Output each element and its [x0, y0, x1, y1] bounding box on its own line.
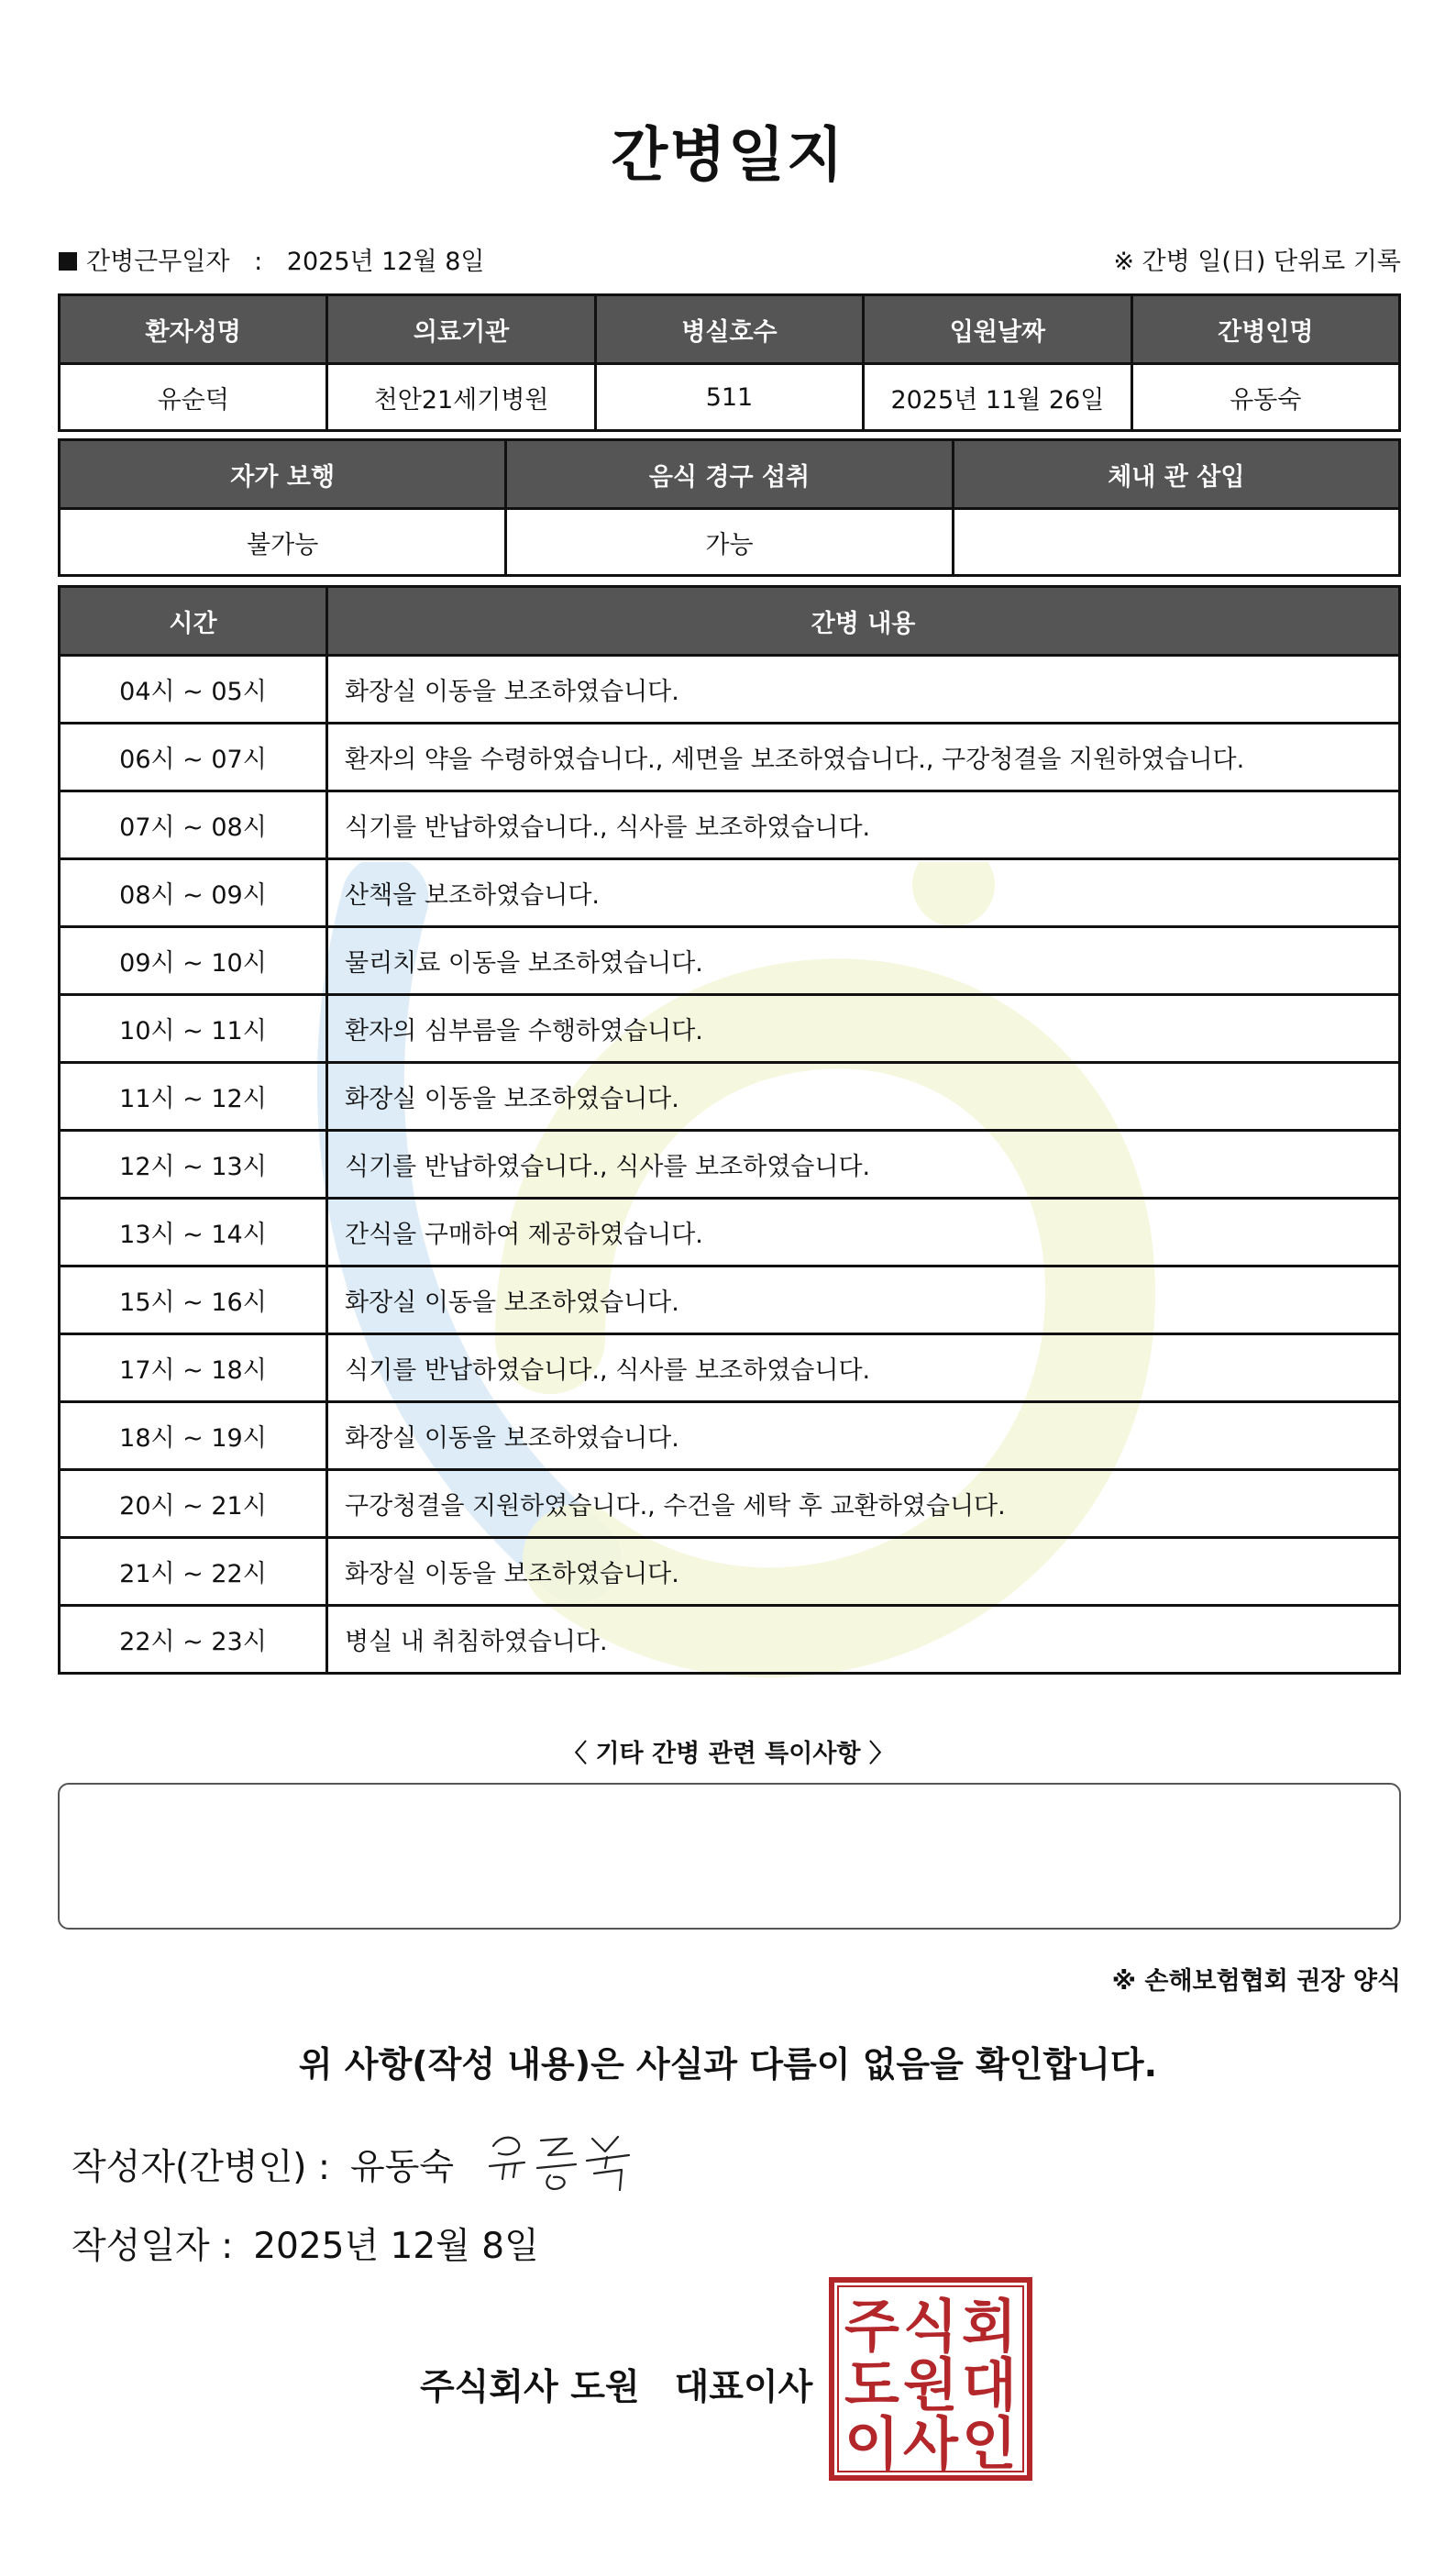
log-content: 간식을 구매하여 제공하였습니다. [327, 1199, 1400, 1266]
table-row [60, 1334, 1400, 1402]
patient-name: 유순덕 [60, 364, 327, 431]
header-oral-intake: 음식 경구 섭취 [506, 440, 953, 509]
svg-text:이: 이 [844, 2410, 899, 2477]
log-time: 07시 ~ 08시 [60, 791, 327, 859]
log-time: 09시 ~ 10시 [60, 927, 327, 995]
self-walking-value: 불가능 [60, 509, 506, 576]
log-time: 10시 ~ 11시 [60, 995, 327, 1063]
company-line [420, 2359, 812, 2410]
hospital: 천안21세기병원 [327, 364, 595, 431]
care-log-table [58, 585, 1401, 1675]
log-time: 12시 ~ 13시 [60, 1131, 327, 1199]
log-content: 식기를 반납하였습니다., 식사를 보조하였습니다. [327, 1334, 1400, 1402]
log-content: 병실 내 취침하였습니다. [327, 1606, 1400, 1674]
svg-text:회: 회 [962, 2293, 1017, 2360]
square-bullet-icon [59, 252, 77, 271]
table-row [60, 995, 1400, 1063]
log-time: 15시 ~ 16시 [60, 1266, 327, 1334]
log-content: 물리치료 이동을 보조하였습니다. [327, 927, 1400, 995]
log-time: 22시 ~ 23시 [60, 1606, 327, 1674]
admission-date: 2025년 11월 26일 [864, 364, 1131, 431]
table-row [60, 791, 1400, 859]
form-source-note: ※ 손해보험협회 권장 양식 [1111, 1967, 1401, 1996]
table-row [60, 724, 1400, 791]
company-name: 주식회사 도원 [420, 2367, 640, 2408]
log-time: 17시 ~ 18시 [60, 1334, 327, 1402]
writer-label: 작성자(간병인) : [72, 2147, 331, 2188]
log-content: 산책을 보조하였습니다. [327, 859, 1400, 927]
writer-name: 유동숙 [350, 2147, 455, 2188]
table-row [60, 1402, 1400, 1470]
confirmation-statement: 위 사항(작성 내용)은 사실과 다름이 없음을 확인합니다. [298, 2044, 1158, 2085]
handwritten-signature [484, 2118, 649, 2201]
table-row [60, 656, 1400, 724]
table-row [60, 1470, 1400, 1538]
special-notes-title: 〈 기타 간병 관련 특이사항 〉 [562, 1740, 894, 1768]
svg-text:인: 인 [962, 2410, 1017, 2477]
log-time: 20시 ~ 21시 [60, 1470, 327, 1538]
log-content: 식기를 반납하였습니다., 식사를 보조하였습니다. [327, 1131, 1400, 1199]
log-time: 13시 ~ 14시 [60, 1199, 327, 1266]
header-admission-date: 입원날짜 [864, 295, 1131, 364]
header-hospital: 의료기관 [327, 295, 595, 364]
table-row [60, 1538, 1400, 1606]
log-time: 21시 ~ 22시 [60, 1538, 327, 1606]
header-room-number: 병실호수 [595, 295, 863, 364]
log-time: 06시 ~ 07시 [60, 724, 327, 791]
svg-text:사: 사 [903, 2410, 958, 2477]
log-content: 화장실 이동을 보조하였습니다. [327, 1063, 1400, 1131]
table-row [60, 859, 1400, 927]
header-self-walking: 자가 보행 [60, 440, 506, 509]
svg-text:도: 도 [844, 2351, 899, 2418]
log-time: 04시 ~ 05시 [60, 656, 327, 724]
log-content: 환자의 심부름을 수행하였습니다. [327, 995, 1400, 1063]
tube-insertion-value [953, 509, 1399, 576]
svg-text:원: 원 [903, 2351, 958, 2418]
patient-status-table [58, 438, 1401, 577]
table-row [60, 1606, 1400, 1674]
header-care-content: 간병 내용 [327, 587, 1400, 656]
log-content: 화장실 이동을 보조하였습니다. [327, 1266, 1400, 1334]
header-caregiver-name: 간병인명 [1131, 295, 1399, 364]
log-content: 화장실 이동을 보조하였습니다. [327, 656, 1400, 724]
written-date-value: 2025년 12월 8일 [253, 2226, 539, 2267]
written-date-label: 작성일자 : [72, 2226, 234, 2267]
log-content: 화장실 이동을 보조하였습니다. [327, 1402, 1400, 1470]
header-tube-insertion: 체내 관 삽입 [953, 440, 1399, 509]
representative-title: 대표이사 [674, 2367, 813, 2408]
log-content: 식기를 반납하였습니다., 식사를 보조하였습니다. [327, 791, 1400, 859]
header-time: 시간 [60, 587, 327, 656]
log-content: 환자의 약을 수령하였습니다., 세면을 보조하였습니다., 구강청결을 지원하였습니다. [327, 724, 1400, 791]
svg-text:주: 주 [844, 2293, 899, 2360]
work-date-label: 간병근무일자 [86, 248, 230, 276]
patient-info-table [58, 293, 1401, 432]
company-seal-stamp [829, 2277, 1032, 2481]
work-date-value: 2025년 12월 8일 [286, 248, 485, 276]
log-time: 18시 ~ 19시 [60, 1402, 327, 1470]
room-number: 511 [595, 364, 863, 431]
svg-text:식: 식 [903, 2293, 958, 2360]
table-row [60, 1199, 1400, 1266]
writer-line [72, 2139, 454, 2190]
header-patient-name: 환자성명 [60, 295, 327, 364]
colon: : [254, 248, 263, 276]
work-date-line [59, 241, 484, 277]
special-notes-box [58, 1783, 1401, 1930]
table-row [60, 927, 1400, 995]
oral-intake-value: 가능 [506, 509, 953, 576]
table-row [60, 1266, 1400, 1334]
log-content: 구강청결을 지원하였습니다., 수건을 세탁 후 교환하였습니다. [327, 1470, 1400, 1538]
log-time: 08시 ~ 09시 [60, 859, 327, 927]
table-row [60, 1063, 1400, 1131]
log-time: 11시 ~ 12시 [60, 1063, 327, 1131]
table-row [60, 1131, 1400, 1199]
document-title: 간병일지 [611, 122, 845, 190]
written-date-line [72, 2218, 539, 2269]
caregiver-name: 유동숙 [1131, 364, 1399, 431]
log-content: 화장실 이동을 보조하였습니다. [327, 1538, 1400, 1606]
record-unit-note: ※ 간병 일(日) 단위로 기록 [1113, 248, 1401, 276]
svg-text:대: 대 [962, 2351, 1017, 2418]
